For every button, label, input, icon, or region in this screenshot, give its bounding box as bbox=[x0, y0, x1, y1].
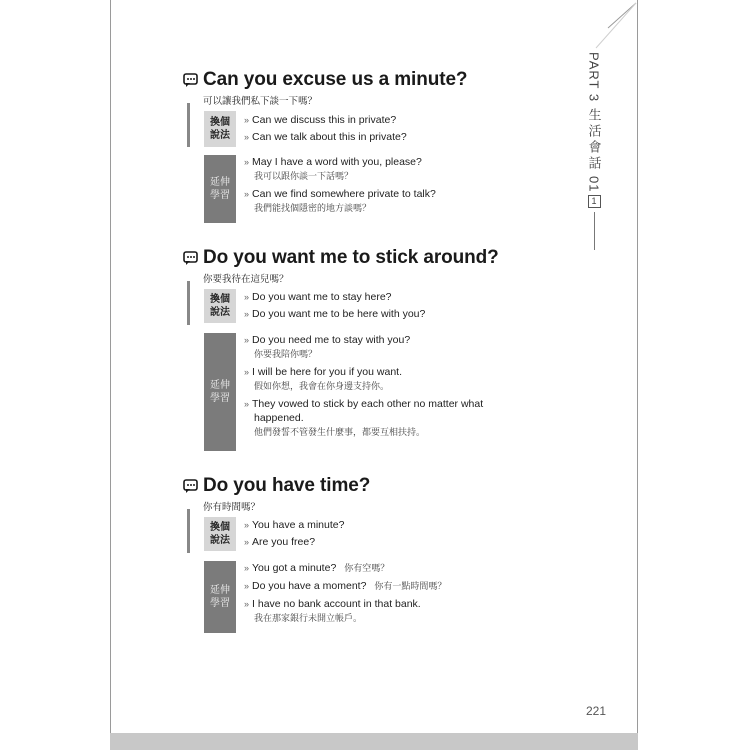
ext-item: » I will be here for you if you want. 假如你想，我會在你身邊支持你。 bbox=[244, 366, 403, 391]
alternatives-block bbox=[187, 289, 543, 325]
alt-tag-line-1: 換個 bbox=[210, 522, 230, 533]
alt-item: » Can we talk about this in private? bbox=[244, 131, 407, 143]
ext-item: » Do you have a moment? 你有一點時間嗎？ bbox=[244, 580, 447, 592]
alternatives-block bbox=[187, 517, 543, 553]
phrase-title: Can you excuse us a minute? bbox=[203, 69, 468, 90]
alt-item: » You have a minute? bbox=[244, 519, 345, 531]
leader-line bbox=[187, 281, 190, 325]
alt-tag-line-1: 換個 bbox=[210, 294, 230, 305]
side-tab-part: PART 3 bbox=[586, 52, 602, 103]
chapter-side-tab bbox=[582, 52, 606, 250]
phrase-section-1 bbox=[183, 68, 543, 223]
ext-tag-line-1: 延伸 bbox=[210, 177, 230, 188]
ext-item: » I have no bank account in that bank. 我在那家銀行未開立帳戶。 bbox=[244, 598, 421, 623]
ext-item: » Do you need me to stay with you? 你要我陪你嗎？ bbox=[244, 334, 411, 359]
phrase-title: Do you want me to stick around? bbox=[203, 247, 499, 268]
side-tab-box: 1 bbox=[588, 195, 601, 208]
alt-item: » Are you free? bbox=[244, 536, 316, 548]
ext-tag-line-2: 學習 bbox=[210, 393, 230, 404]
ext-tag-line-2: 學習 bbox=[210, 598, 230, 609]
ext-tag bbox=[204, 561, 236, 633]
ext-tag-line-1: 延伸 bbox=[210, 585, 230, 596]
phrase-title: Do you have time? bbox=[203, 475, 371, 496]
speech-bubble-icon bbox=[183, 250, 199, 266]
ext-tag-line-2: 學習 bbox=[210, 190, 230, 201]
ext-item: » They vowed to stick by each other no matter what happened. 他們發誓不管發生什麼事，都要互相扶持。 bbox=[244, 398, 484, 437]
alt-item: » Do you want me to stay here? bbox=[244, 291, 392, 303]
page-number: 221 bbox=[586, 704, 607, 718]
alternatives-block bbox=[187, 111, 543, 147]
speech-bubble-icon bbox=[183, 72, 199, 88]
ext-tag-line-1: 延伸 bbox=[210, 380, 230, 391]
extension-block bbox=[187, 561, 543, 633]
phrase-translation: 你有時間嗎？ bbox=[203, 502, 261, 513]
alt-tag-line-2: 說法 bbox=[210, 535, 230, 546]
page-bottom-band bbox=[110, 733, 638, 750]
extension-block bbox=[187, 333, 543, 451]
ext-item: » Can we find somewhere private to talk? 我們能找個隱密的地方談嗎？ bbox=[244, 188, 436, 213]
extension-block bbox=[187, 155, 543, 223]
side-tab-title: 生活會話 bbox=[586, 108, 602, 173]
ext-item: » May I have a word with you, please? 我可以跟你談一下話嗎？ bbox=[244, 156, 422, 181]
alt-tag bbox=[204, 289, 236, 323]
ext-tag bbox=[204, 333, 236, 451]
side-tab-number: 01 bbox=[586, 176, 602, 193]
leader-line bbox=[187, 509, 190, 553]
alt-tag bbox=[204, 111, 236, 147]
leader-line bbox=[187, 103, 190, 147]
phrase-section-3 bbox=[183, 474, 543, 633]
ext-item: » You got a minute? 你有空嗎？ bbox=[244, 562, 390, 574]
phrase-section-2 bbox=[183, 246, 543, 451]
side-tab-line bbox=[594, 212, 595, 250]
speech-bubble-icon bbox=[183, 478, 199, 494]
alt-item: » Do you want me to be here with you? bbox=[244, 308, 426, 320]
alt-tag-line-2: 說法 bbox=[210, 130, 230, 141]
alt-tag bbox=[204, 517, 236, 551]
phrase-translation: 可以讓我們私下談一下嗎？ bbox=[203, 96, 318, 107]
alt-item: » Can we discuss this in private? bbox=[244, 114, 397, 126]
alt-tag-line-1: 換個 bbox=[210, 117, 230, 128]
alt-tag-line-2: 說法 bbox=[210, 307, 230, 318]
ext-tag bbox=[204, 155, 236, 223]
phrase-translation: 你要我待在這兒嗎？ bbox=[203, 274, 289, 285]
